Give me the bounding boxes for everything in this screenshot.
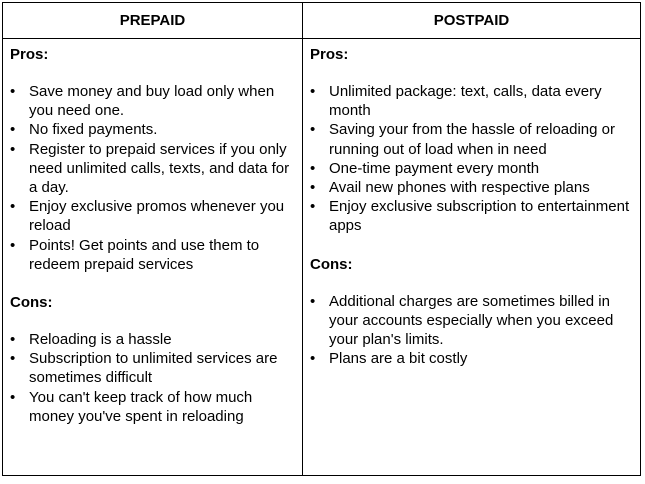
postpaid-pros-list [310, 82, 634, 236]
prepaid-cons-label: Cons: [10, 294, 53, 312]
list-item: • Points! Get points and use them to redeem prepaid services [10, 236, 260, 273]
postpaid-pros-label: Pros: [310, 46, 349, 63]
prepaid-cons-list [10, 330, 296, 426]
list-item: • Enjoy exclusive subscription to entertainment apps [310, 198, 630, 235]
list-item: • One-time payment every month [310, 159, 540, 177]
list-item: • Saving your from the hassle of reloading or running out of load when in need [310, 121, 615, 158]
list-item: • Subscription to unlimited services are sometimes difficult [10, 350, 278, 387]
list-item: • Save money and buy load only when you need one. [10, 83, 275, 120]
postpaid-cell [303, 39, 640, 368]
prepaid-pros-list [10, 82, 296, 274]
prepaid-pros-label: Pros: [10, 46, 49, 63]
list-item: • Additional charges are sometimes billed in your accounts especially when you exceed your plan's limits. [310, 292, 614, 349]
prepaid-cell [3, 39, 302, 426]
comparison-table [2, 2, 641, 476]
list-item: • You can't keep track of how much money you've spent in reloading [10, 388, 253, 425]
header-postpaid: POSTPAID [433, 12, 510, 29]
list-item: • Plans are a bit costly [310, 350, 468, 368]
list-item: • No fixed payments. [10, 121, 158, 139]
header-prepaid: PREPAID [119, 12, 186, 29]
postpaid-cons-list [310, 292, 634, 369]
list-item: • Reloading is a hassle [10, 331, 172, 349]
postpaid-cons-label: Cons: [310, 255, 353, 273]
list-item: • Enjoy exclusive promos whenever you reload [10, 198, 285, 235]
list-item: • Avail new phones with respective plans [310, 179, 590, 197]
list-item: • Unlimited package: text, calls, data every month [310, 83, 602, 120]
list-item: • Register to prepaid services if you only need unlimited calls, texts, and data for a day. [10, 140, 290, 197]
